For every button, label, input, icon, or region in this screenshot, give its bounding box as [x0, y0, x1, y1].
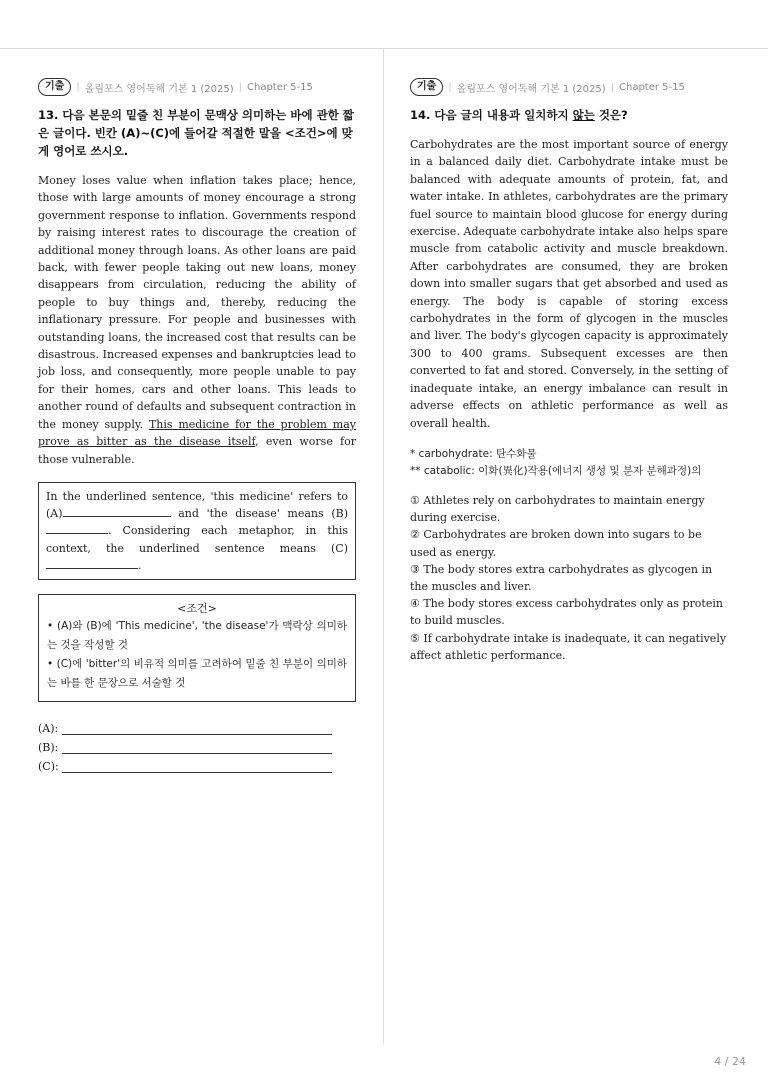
chapter-label: Chapter 5-15	[619, 81, 685, 93]
passage-text: Money loses value when inflation takes place; hence, those with large amounts of money encourage a strong government response to inflation. Governments respond by raising interest rates to discourage the creation of additional money through loans. As other loans are paid back, with fewer people taking out new loans, money disappears from circulation, reducing the ability of people to buy things and, thereby, reducing the inflationary pressure. For people and businesses with outstanding loans, the increased cost that results can be disastrous. Increased expenses and bankruptcies lead to job loss, and consequently, more people unable to pay for their homes, cars and other loans. This leads to another round of defaults and subsequent contraction in the money supply.	[38, 174, 356, 431]
meta-separator: |	[76, 81, 80, 93]
blank-a[interactable]	[63, 516, 171, 517]
answer-line-c[interactable]	[38, 754, 356, 773]
passage-text-end: , even worse for those vulnerable.	[38, 435, 356, 466]
top-rule	[0, 48, 768, 49]
question-13-meta	[38, 78, 356, 96]
choice-1[interactable]: ① Athletes rely on carbohydrates to maintain energy during exercise.	[410, 493, 705, 525]
answer-line-a[interactable]	[38, 716, 356, 735]
choice-4[interactable]: ④ The body stores excess carbohydrates only as protein to build muscles.	[410, 597, 723, 628]
page-number: 4 / 24	[714, 1055, 746, 1068]
answer-rule	[62, 741, 332, 754]
summary-text: In the underlined sentence, 'this medicine' refers to (A)	[46, 489, 348, 521]
underlined-sentence: This medicine for the problem may prove as bitter as the disease itself	[38, 417, 357, 449]
condition-item: • (A)와 (B)에 'This medicine', 'the disease'가 맥락상 의미하는 것을 작성할 것	[47, 620, 347, 652]
answer-lines	[38, 716, 356, 773]
question-14-meta	[410, 78, 728, 96]
question-13-passage	[38, 172, 356, 468]
exam-badge: 기출	[410, 78, 443, 96]
conditions-title: <조건>	[177, 601, 217, 615]
prompt-emphasis: 않는	[572, 108, 595, 122]
condition-item: • (C)에 'bitter'의 비유적 의미를 고려하여 밑줄 친 부분이 의미하는 바를 한 문장으로 서술할 것	[47, 658, 347, 690]
source-label: 올림포스 영어독해 기본 1 (2025)	[456, 83, 606, 95]
answer-rule	[62, 760, 332, 773]
footnote: ** catabolic: 이화(異化)작용(에너지 생성 및 분자 분해과정)의	[410, 464, 702, 477]
footnotes	[410, 446, 728, 480]
question-14-column	[410, 78, 728, 664]
meta-separator: |	[238, 81, 243, 93]
conditions-box	[38, 594, 356, 702]
summary-text: .	[138, 558, 142, 572]
choice-2[interactable]: ② Carbohydrates are broken down into sugars to be used as energy.	[410, 528, 702, 559]
answer-rule	[62, 722, 332, 735]
chapter-label: Chapter 5-15	[247, 81, 313, 93]
footnote: * carbohydrate: 탄수화물	[410, 447, 537, 460]
column-divider	[383, 49, 384, 1044]
answer-label: (C):	[38, 760, 59, 774]
answer-label: (B):	[38, 741, 59, 755]
prompt-text: 것은?	[594, 108, 628, 122]
source-label: 올림포스 영어독해 기본 1 (2025)	[84, 83, 234, 95]
question-14-passage: Carbohydrates are the most important source of energy in a balanced daily diet. Carbohydrate intake must be balanced with adequate amounts of protein, fat, and water intake. In athletes, carbohydrates are the primary fuel source to maintain blood glucose for energy during exercise. Adequate carbohydrate intake also helps spare muscle from catabolic activity and muscle breakdown. After carbohydrates are consumed, they are broken down into smaller sugars that get absorbed and used as energy. The body is capable of storing excess carbohydrates in the form of glycogen in the muscles and liver. The body's glycogen capacity is approximately 300 to 400 grams. Subsequent excesses are then converted to fat and stored. Conversely, in the setting of inadequate intake, an energy imbalance can result in adverse effects on athletic performance as well as overall health.	[410, 138, 728, 430]
answer-label: (A):	[38, 722, 59, 736]
answer-line-b[interactable]	[38, 735, 356, 754]
choice-3[interactable]: ③ The body stores extra carbohydrates as glycogen in the muscles and liver.	[410, 562, 713, 593]
blank-b[interactable]	[46, 533, 108, 534]
summary-text: and 'the disease' means (B)	[170, 507, 348, 521]
question-14-prompt	[410, 106, 728, 124]
summary-box	[38, 482, 356, 580]
meta-separator: |	[448, 81, 452, 93]
prompt-text: 14. 다음 글의 내용과 일치하지	[410, 108, 573, 122]
exam-badge: 기출	[38, 78, 71, 96]
blank-c[interactable]	[46, 568, 138, 569]
answer-choices	[410, 492, 728, 664]
choice-5[interactable]: ⑤ If carbohydrate intake is inadequate, it can negatively affect athletic performance.	[410, 631, 727, 662]
summary-text: . Considering each metaphor, in this context, the underlined sentence means (C)	[46, 524, 348, 555]
meta-separator: |	[610, 81, 615, 93]
question-13-column	[38, 78, 356, 773]
question-13-prompt: 13. 다음 본문의 밑줄 친 부분이 문맥상 의미하는 바에 관한 짧은 글이다. 빈칸 (A)~(C)에 들어갈 적절한 말을 <조건>에 맞게 영어로 쓰시오.	[38, 108, 354, 158]
